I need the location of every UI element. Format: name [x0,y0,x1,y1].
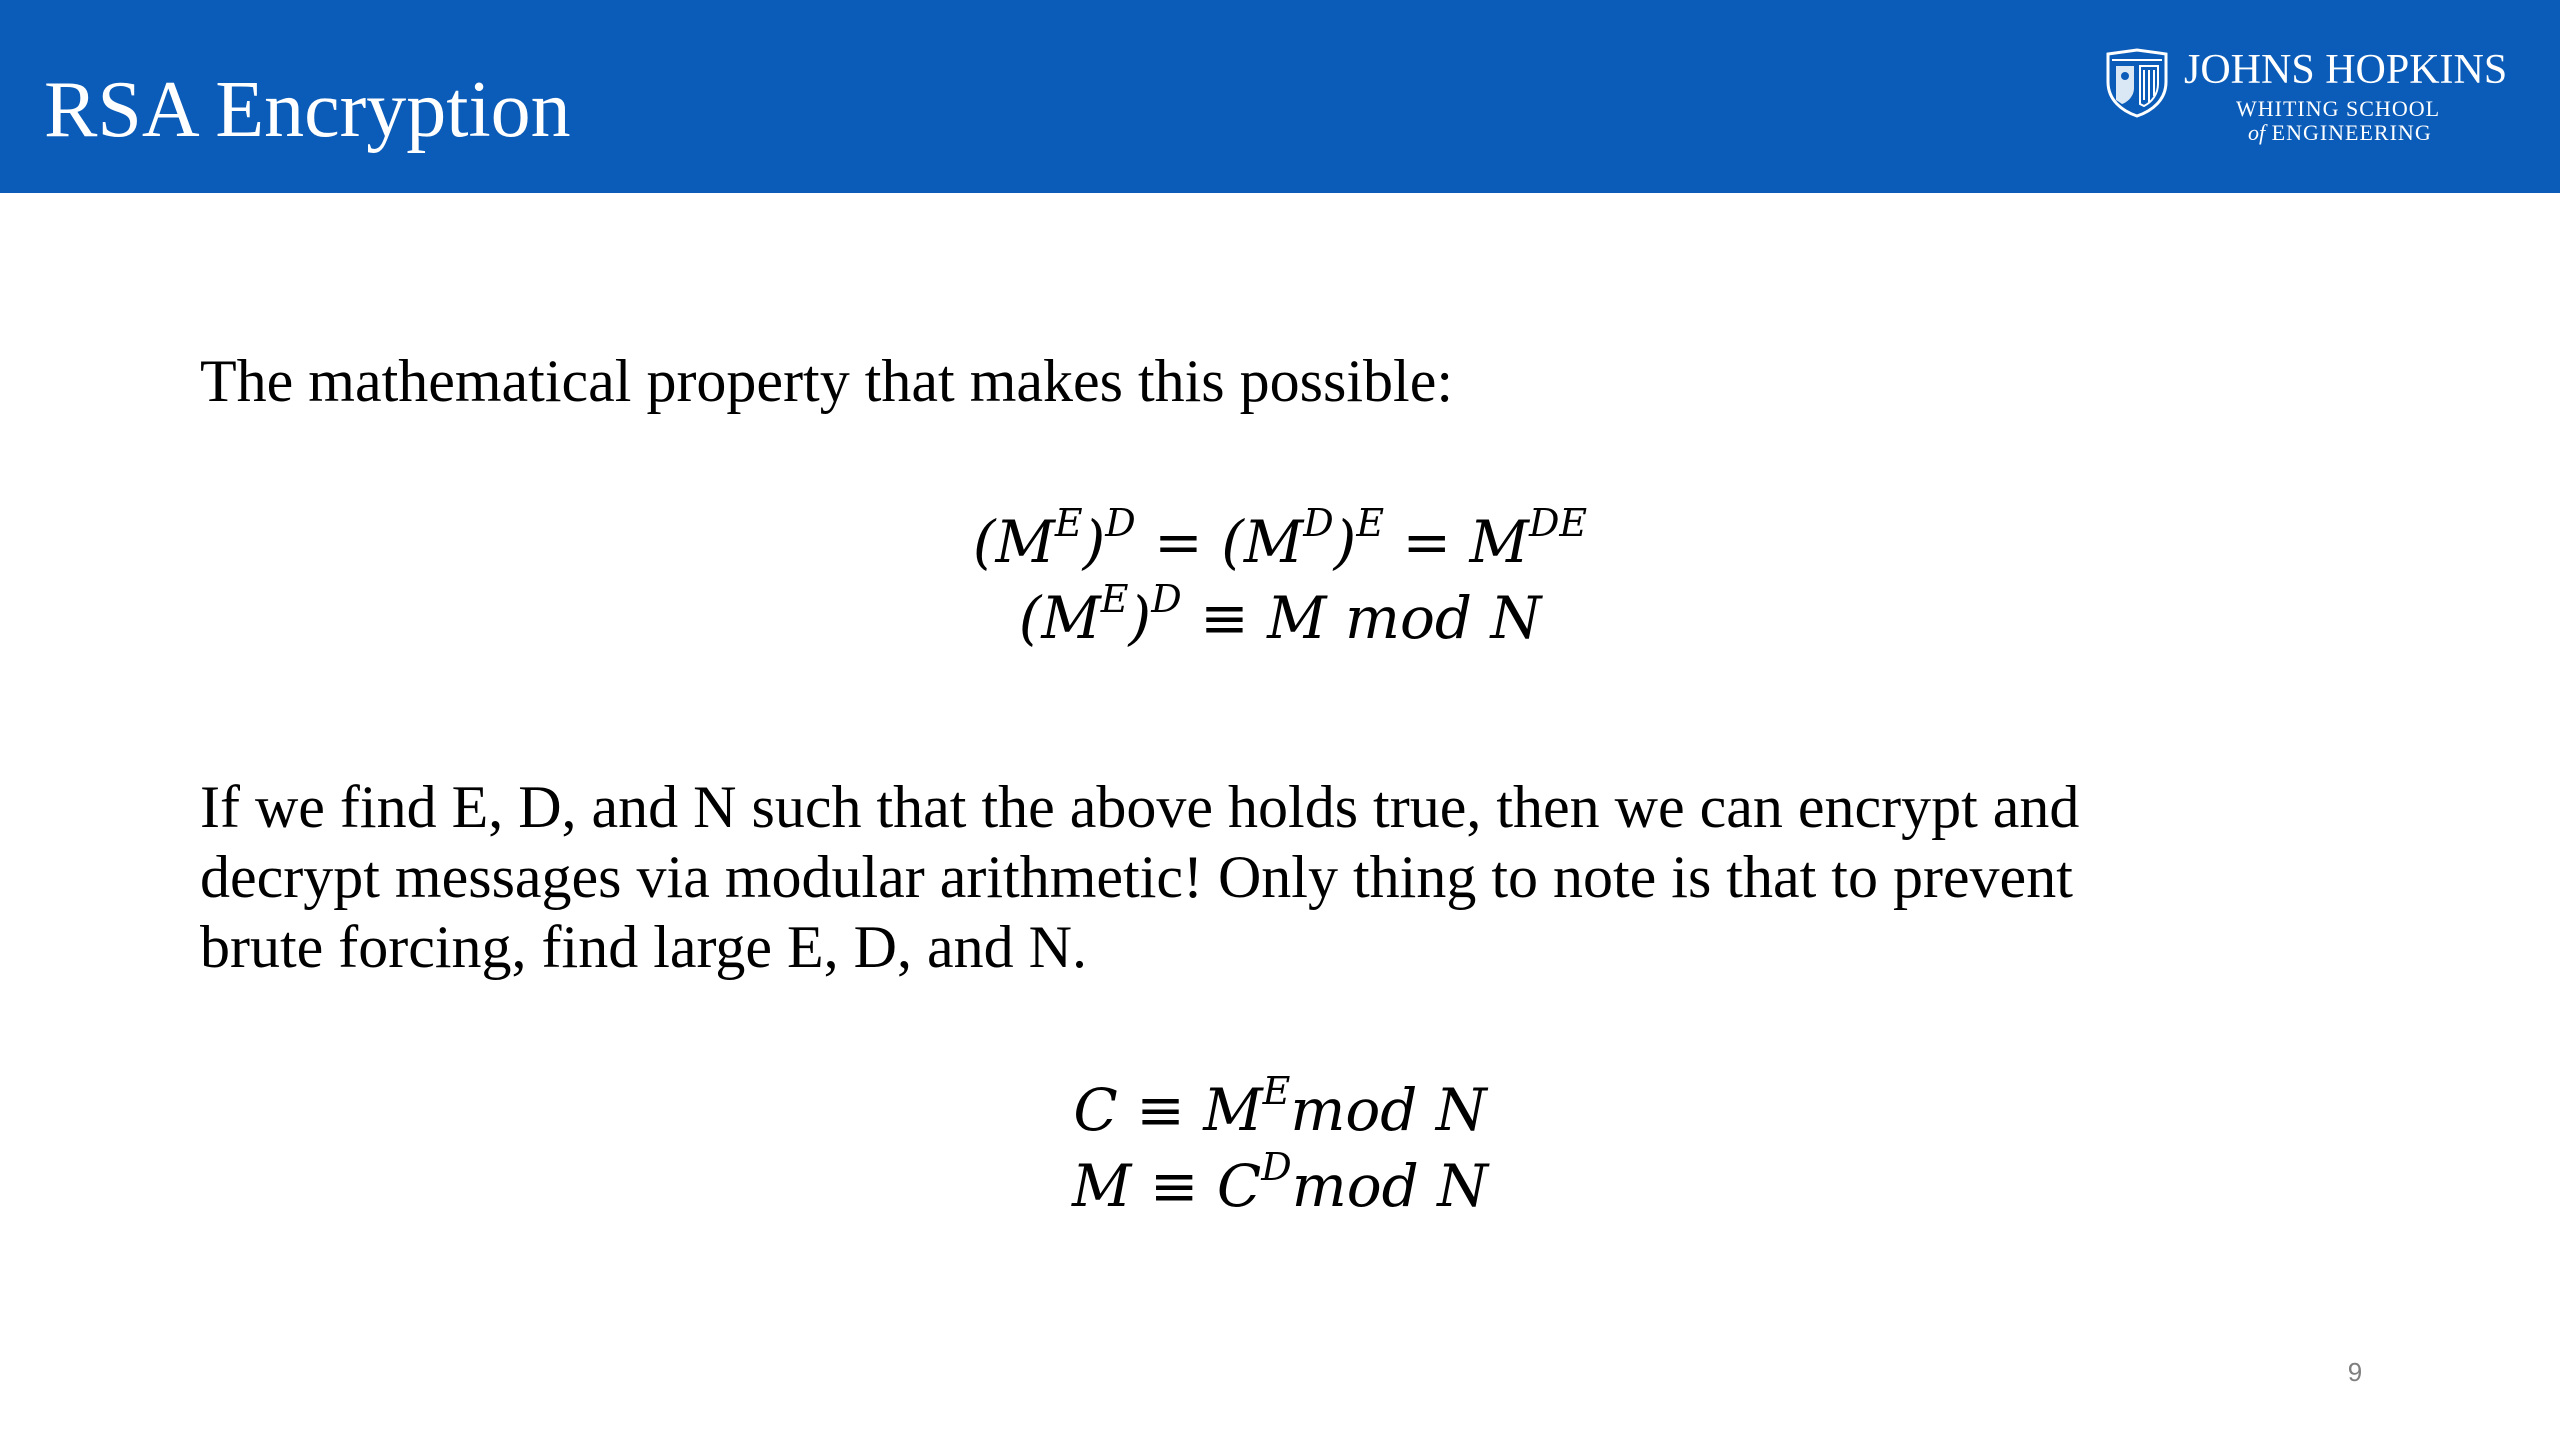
eq-term: mod N [1290,1076,1487,1144]
equation-decrypt [0,1145,2560,1224]
logo-school-line: WHITING SCHOOL [2236,96,2441,121]
eq-term: (M [1221,508,1304,576]
logo-of-text: of [2248,120,2266,145]
page-number: 9 [2347,1357,2363,1387]
equation-commutative-exponent [0,501,2560,580]
paragraph-line: If we find E, D, and N such that the above holds true, then we can encrypt and [200,774,2080,840]
equation-congruence [0,577,2560,656]
eq-term: C [1073,1076,1118,1144]
eq-superscript: E [1356,501,1385,545]
paragraph-line: brute forcing, find large E, D, and N. [200,914,1087,980]
logo-engineering-text: ENGINEERING [2271,120,2432,145]
jhu-logo [2104,46,2508,156]
slide-title: RSA Encryption [44,66,571,154]
eq-term: ) [1128,584,1152,652]
eq-term: ) [1082,508,1106,576]
eq-superscript: D [1303,501,1334,545]
eq-superscript: DE [1528,501,1588,545]
intro-text: The mathematical property that makes this possible: [200,348,1453,414]
eq-superscript: D [1105,501,1136,545]
eq-term: (M [972,508,1055,576]
eq-term: (M [1018,584,1101,652]
logo-engineering-line [2248,120,2432,146]
eq-term: M [1469,508,1529,576]
encrypt-decrypt-equations [0,1069,2560,1224]
eq-operator: ≡ [1181,584,1268,652]
exponent-identity-equations [0,501,2560,656]
eq-term: C [1216,1152,1262,1220]
eq-term: M [1203,1076,1263,1144]
paragraph-line: decrypt messages via modular arithmetic! Only thing to note is that to prevent [200,844,2073,910]
logo-wordmark: JOHNS HOPKINS [2184,47,2508,93]
eq-operator: = [1384,508,1470,576]
eq-superscript: D [1261,1145,1292,1189]
eq-term: mod N [1291,1152,1488,1220]
eq-operator: ≡ [1117,1076,1204,1144]
eq-term: M mod N [1267,584,1542,652]
university-shield-icon [2104,48,2170,118]
explanation-paragraph [200,772,2400,982]
eq-term: ) [1333,508,1357,576]
eq-superscript: E [1100,577,1129,621]
slide-header-bar [0,0,2560,193]
eq-term: M [1072,1152,1132,1220]
eq-superscript: E [1054,501,1083,545]
eq-operator: = [1135,508,1222,576]
eq-operator: ≡ [1131,1152,1217,1220]
eq-superscript: E [1262,1069,1291,1113]
eq-superscript: D [1151,577,1182,621]
equation-encrypt [0,1069,2560,1148]
